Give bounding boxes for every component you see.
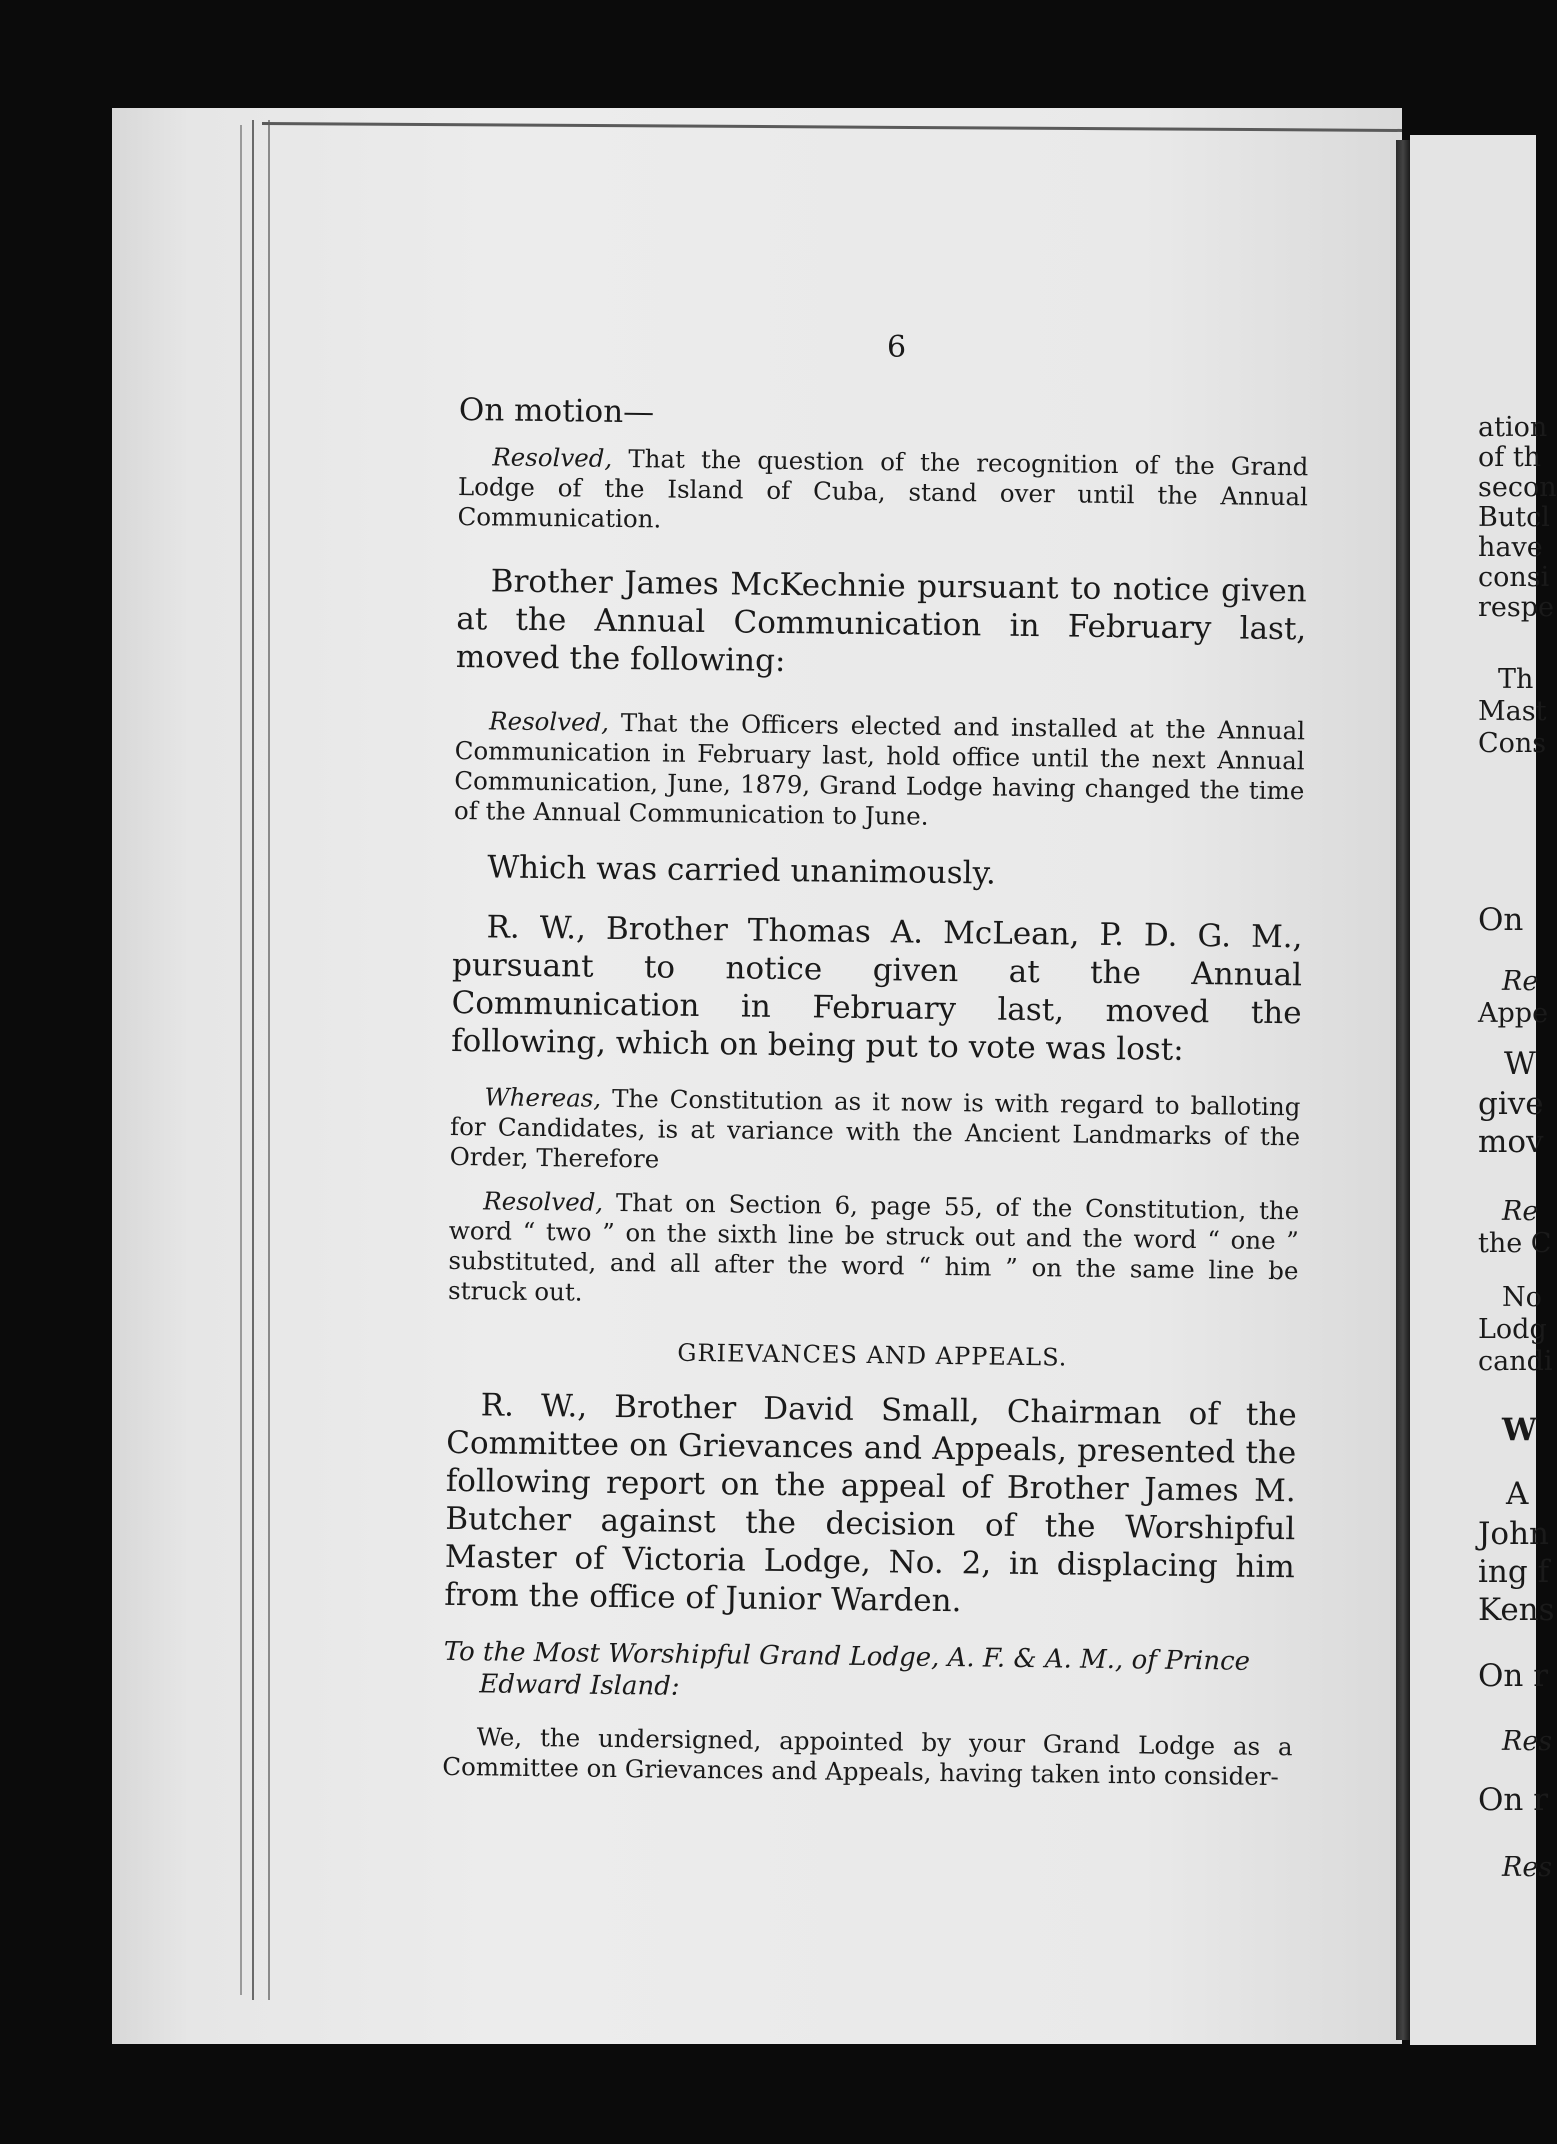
resolved-label: Resolved, bbox=[488, 706, 610, 737]
committee-statement: We, the undersigned, appointed by your Grand Lodge as a Committee on Grievances and Appeals, having taken into consider- bbox=[442, 1722, 1293, 1792]
resolution-constitution bbox=[448, 1186, 1299, 1316]
facing-page bbox=[1410, 135, 1557, 2045]
mckechnie-motion: Brother James McKechnie pursuant to notice given at the Annual Communication in February last, moved the following: bbox=[455, 563, 1307, 679]
page-edge-border bbox=[252, 120, 270, 2000]
page-body bbox=[442, 320, 1310, 1792]
facing-fragment: On bbox=[1478, 902, 1524, 938]
facing-fragment: Th bbox=[1498, 664, 1534, 695]
motion-intro: On motion— bbox=[458, 391, 655, 431]
resolution-cuba bbox=[457, 442, 1308, 542]
page-number: 6 bbox=[887, 330, 907, 365]
report-addressee: To the Most Worshipful Grand Lodge, A. F. & A. M., of Prince Edward Island: bbox=[443, 1636, 1251, 1702]
resolution-text: That the Officers elected and installed at the Annual Communication in February last, hold office until the next Annual Communication, June, 1879, Grand Lodge having changed the time of the Annual Communication to June. bbox=[453, 707, 1306, 831]
facing-fragment: consi bbox=[1478, 562, 1550, 593]
facing-fragment: W bbox=[1504, 1046, 1536, 1082]
facing-fragment: ing f bbox=[1478, 1554, 1550, 1590]
facing-fragment: On r bbox=[1478, 1782, 1549, 1818]
small-report-intro: R. W., Brother David Small, Chairman of the Committee on Grievances and Appeals, presented the following report on the appeal of Brother James M. Butcher against the decision of the Worshipful Master of Victoria Lodge, No. 2, in displacing him from the office of Junior Warden. bbox=[444, 1387, 1297, 1620]
resolved-label: Resolved, bbox=[492, 442, 613, 473]
facing-fragment: Mast bbox=[1478, 696, 1547, 727]
section-heading: GRIEVANCES AND APPEALS. bbox=[677, 1338, 1068, 1372]
facing-fragment: of th bbox=[1478, 442, 1542, 473]
whereas-label: Whereas, bbox=[484, 1082, 602, 1113]
facing-fragment: Res bbox=[1502, 1852, 1553, 1883]
facing-fragment: respe bbox=[1478, 592, 1555, 623]
facing-fragment: give bbox=[1478, 1086, 1544, 1122]
mclean-motion: R. W., Brother Thomas A. McLean, P. D. G. M., pursuant to notice given at the Annual Communication in February last, moved the following, which on being put to vote was lost: bbox=[450, 909, 1303, 1068]
facing-fragment: mov bbox=[1478, 1124, 1544, 1160]
resolution-text: That the question of the recognition of the Grand Lodge of the Island of Cuba, stand over until the Annual Communication. bbox=[457, 443, 1309, 534]
facing-fragment: Re bbox=[1502, 966, 1539, 997]
resolution-text: That on Section 6, page 55, of the Constitution, the word “ two ” on the sixth line be struck out and the word “ one ” substituted, and all after the word “ him ” on the same line be struck out. bbox=[447, 1187, 1300, 1307]
facing-fragment: Butcl bbox=[1478, 502, 1550, 533]
facing-fragment: candi bbox=[1478, 1346, 1553, 1377]
facing-fragment: secon bbox=[1478, 472, 1557, 503]
resolved-label: Resolved, bbox=[483, 1186, 604, 1217]
whereas-clause bbox=[450, 1082, 1301, 1182]
facing-fragment: A bbox=[1506, 1476, 1529, 1512]
facing-fragment: the C bbox=[1478, 1228, 1552, 1259]
book-gutter bbox=[1396, 140, 1410, 2040]
resolution-officers bbox=[454, 706, 1305, 836]
carried-statement: Which was carried unanimously. bbox=[487, 849, 997, 892]
facing-fragment: Cons bbox=[1478, 728, 1547, 759]
facing-fragment: Res bbox=[1502, 1726, 1553, 1757]
facing-fragment: Kens bbox=[1478, 1592, 1555, 1628]
facing-fragment: On r bbox=[1478, 1658, 1549, 1694]
facing-fragment: W bbox=[1502, 1412, 1537, 1448]
page-edge-line bbox=[240, 125, 242, 1995]
whereas-text: The Constitution as it now is with regard to balloting for Candidates, is at variance with the Ancient Landmarks of the Order, Therefore bbox=[449, 1083, 1301, 1174]
facing-fragment: Lodg bbox=[1478, 1314, 1547, 1345]
facing-fragment: have bbox=[1478, 532, 1543, 563]
facing-fragment: Appe bbox=[1478, 998, 1549, 1029]
facing-fragment: No bbox=[1502, 1282, 1542, 1313]
facing-fragment: ation bbox=[1478, 412, 1548, 443]
facing-fragment: Re bbox=[1502, 1196, 1539, 1227]
facing-fragment: John bbox=[1478, 1516, 1550, 1552]
